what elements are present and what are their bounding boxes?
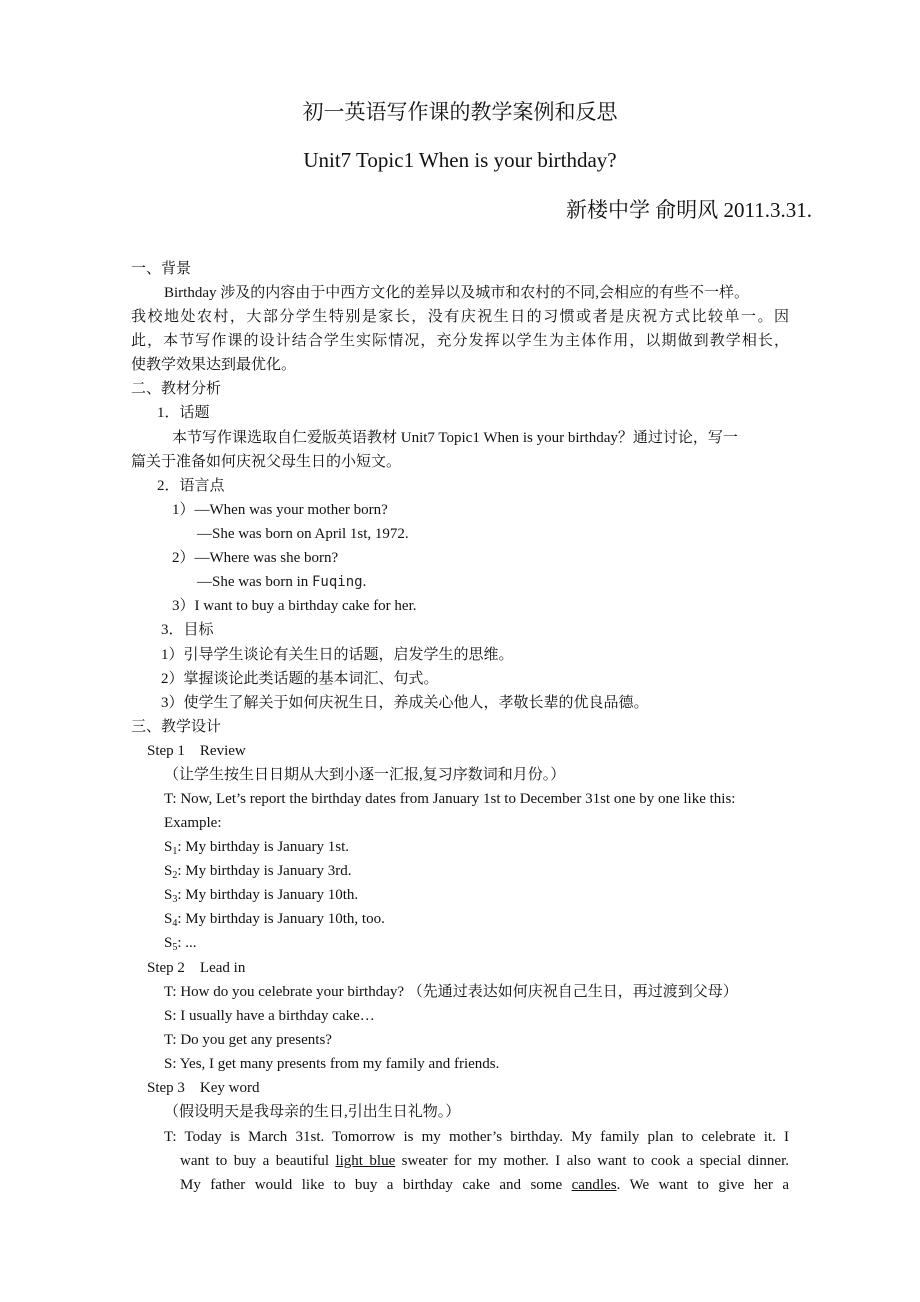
section-heading-materials: 二、教材分析	[131, 381, 222, 397]
student-line: S: Yes, I get many presents from my family and friends.	[164, 1056, 500, 1072]
background-paragraph-line: Birthday 涉及的内容由于中西方文化的差异以及城市和农村的不同,会相应的有些不一样。	[164, 285, 749, 301]
language-point-question: 1）—When was your mother born?	[172, 502, 388, 518]
section-heading-background: 一、背景	[131, 261, 192, 277]
subheading-language-points: 2．语言点	[157, 478, 225, 494]
teacher-line: T: Now, Let’s report the birthday dates from January 1st to December 31st one by one like this:	[164, 791, 736, 807]
step-1-label: Step 1 Review	[147, 743, 246, 759]
language-point-answer: —She was born in Fuqing.	[197, 574, 367, 590]
student-line: $S_1$: My birthday is January 1st.	[164, 839, 349, 857]
language-point-question: 2）—Where was she born?	[172, 550, 339, 566]
document-title: 初一英语写作课的教学案例和反思	[302, 100, 618, 124]
student-line: $S_3$: My birthday is January 10th.	[164, 887, 359, 905]
document-subtitle: Unit7 Topic1 When is your birthday?	[303, 148, 617, 172]
goal-item: 2）掌握谈论此类话题的基本词汇、句式。	[161, 671, 439, 687]
teacher-line: T: How do you celebrate your birthday? （先通过表达如何庆祝自己生日，再过渡到父母）	[164, 984, 738, 1000]
subheading-goals: 3．目标	[161, 622, 214, 638]
goal-item: 3）使学生了解关于如何庆祝生日，养成关心他人，孝敬长辈的优良品德。	[161, 695, 649, 711]
underlined-term: candles	[571, 1177, 617, 1193]
step-1-note: （让学生按生日日期从大到小逐一汇报,复习序数词和月份。）	[164, 767, 566, 783]
background-paragraph-line: 此，本节写作课的设计结合学生实际情况，充分发挥以学生为主体作用，以期做到教学相长，	[131, 333, 789, 349]
topic-paragraph-line: 篇关于准备如何庆祝父母生日的小短文。	[131, 454, 402, 470]
step-3-label: Step 3 Key word	[147, 1080, 260, 1096]
student-line: $S_5$: ...	[164, 935, 197, 953]
background-paragraph-line: 使教学效果达到最优化。	[131, 357, 297, 373]
language-point-sentence: 3）I want to buy a birthday cake for her.	[172, 598, 417, 614]
topic-paragraph-line: 本节写作课选取自仁爱版英语教材 Unit7 Topic1 When is your birthday？通过讨论，写一	[172, 430, 738, 446]
student-line: S: I usually have a birthday cake…	[164, 1008, 375, 1024]
step-2-label: Step 2 Lead in	[147, 960, 246, 976]
subheading-topic: 1．话题	[157, 405, 210, 421]
language-point-answer: —She was born on April 1st, 1972.	[197, 526, 409, 542]
student-line: $S_2$: My birthday is January 3rd.	[164, 863, 352, 881]
underlined-term: light blue	[335, 1153, 396, 1169]
example-label: Example:	[164, 815, 222, 831]
teacher-paragraph-line: My father would like to buy a birthday cake and some candles. We want to give her a	[180, 1177, 789, 1193]
step-3-note: （假设明天是我母亲的生日,引出生日礼物。）	[164, 1104, 461, 1120]
teacher-paragraph-line: want to buy a beautiful light blue sweater for my mother. I also want to cook a special dinner.	[180, 1153, 790, 1169]
goal-item: 1）引导学生谈论有关生日的话题，启发学生的思维。	[161, 647, 514, 663]
place-name: Fuqing	[312, 574, 363, 590]
student-line: $S_4$: My birthday is January 10th, too.	[164, 911, 385, 929]
background-paragraph-line: 我校地处农村，大部分学生特别是家长，没有庆祝生日的习惯或者是庆祝方式比较单一。因	[131, 309, 789, 325]
teacher-line: T: Do you get any presents?	[164, 1032, 332, 1048]
author-line: 新楼中学 俞明风 2011.3.31.	[566, 198, 812, 222]
section-heading-teaching-design: 三、教学设计	[131, 719, 222, 735]
teacher-paragraph-line: T: Today is March 31st. Tomorrow is my mother’s birthday. My family plan to celebrate it. I	[164, 1129, 789, 1145]
